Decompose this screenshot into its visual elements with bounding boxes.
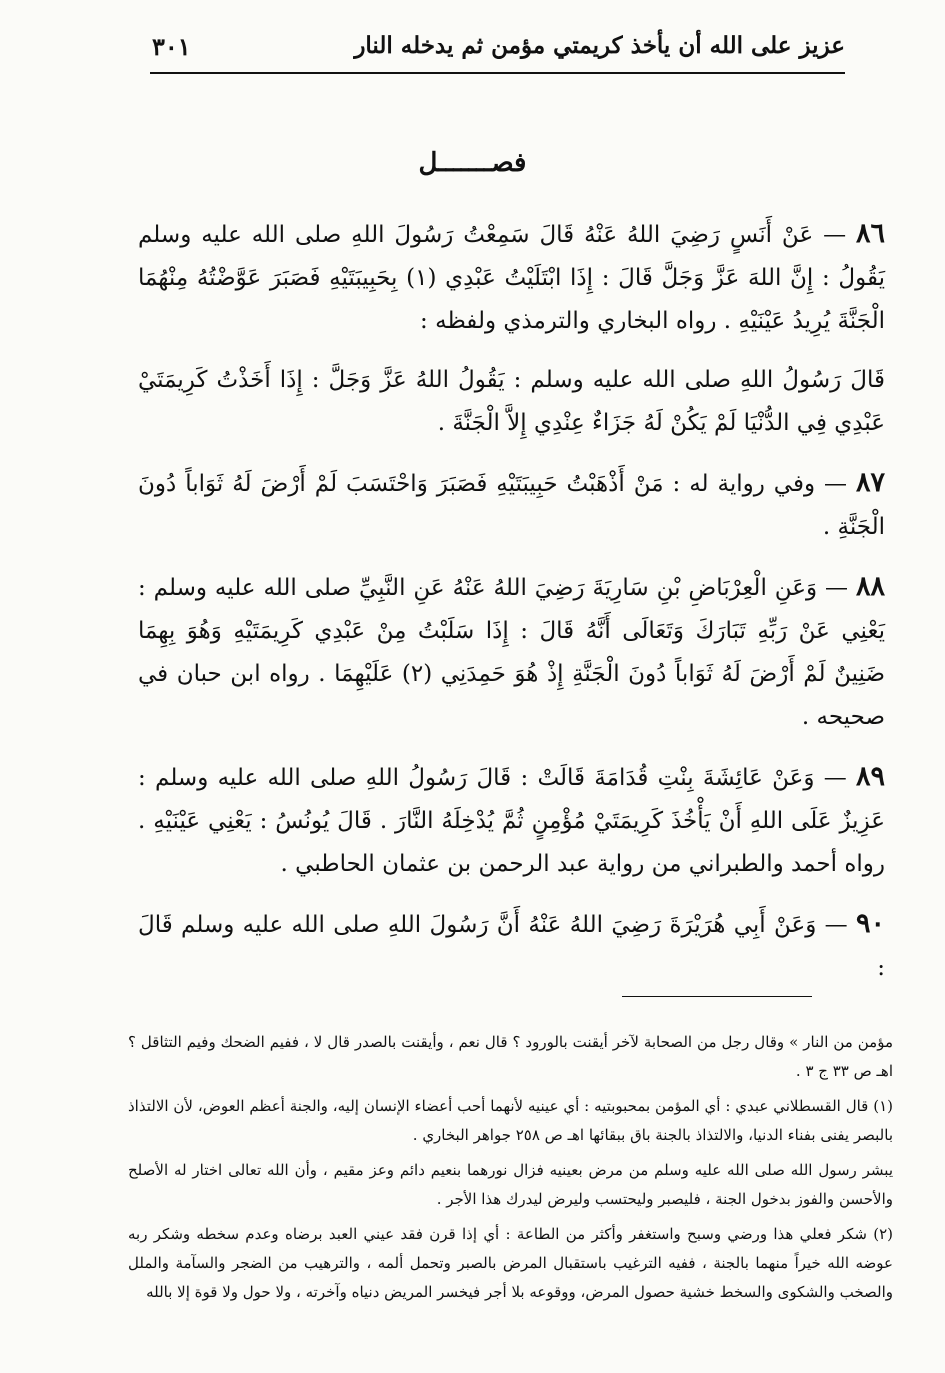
hadith-text: وَعَنْ أَبِي هُرَيْرَةَ رَضِيَ اللهُ عَنْهُ أَنَّ رَسُولَ اللهِ صلى الله عليه وسلم قَالَ : xyxy=(138,912,885,981)
footnote-2: (٢) شكر فعلي هذا ورضي وسبح واستغفر وأكثر من الطاعة : أي إذا قرن فقد عيني العبد برضاه وعدم سخطه وشكر ربه عوضه الله خيراً منهما بالجنة ، ففيه الترغيب باستقبال المرض بالصبر وتحمل ألمه ، والترهيب من الضجر والسآمة والملل والصخب والشكوى والسخط خشية حصول المرض، ووقوعه بلا أجر فيخسر المريض دنياه وآخرته ، ولا حول ولا قوة إلا بالله xyxy=(128,1225,893,1301)
hadith-text: عَنْ أَنَسٍ رَضِيَ اللهُ عَنْهُ قَالَ سَمِعْتُ رَسُولَ اللهِ صلى الله عليه وسلم يَقُولُ : إِنَّ اللهَ عَزَّ وَجَلَّ قَالَ : إِذَا ابْتَلَيْتُ عَبْدِي (١) بِحَبِيبَتَيْهِ فَصَبَرَ عَوَّضْتُهُ مِنْهُمَا الْجَنَّةَ يُرِيدُ عَيْنَيْهِ . رواه البخاري والترمذي ولفظه : xyxy=(138,222,885,334)
page-number: ٣٠١ xyxy=(152,32,191,61)
hadith-number: ٨٧ xyxy=(856,467,886,498)
hadith-number: ٨٩ xyxy=(855,761,885,792)
hadith-87: ٨٧ — وفي رواية له : مَنْ أَذْهَبْتُ حَبِيبَتَيْهِ فَصَبَرَ وَاحْتَسَبَ لَمْ أَرْضَ لَهُ ثَوَاباً دُونَ الْجَنَّةِ . xyxy=(138,467,886,540)
hadith-86: ٨٦ — عَنْ أَنَسٍ رَضِيَ اللهُ عَنْهُ قَالَ سَمِعْتُ رَسُولَ اللهِ صلى الله عليه وسلم يَقُولُ : إِنَّ اللهَ عَزَّ وَجَلَّ قَالَ : إِذَا ابْتَلَيْتُ عَبْدِي (١) بِحَبِيبَتَيْهِ فَصَبَرَ عَوَّضْتُهُ مِنْهُمَا الْجَنَّةَ يُرِيدُ عَيْنَيْهِ . رواه البخاري والترمذي ولفظه : xyxy=(138,218,885,334)
hadith-number: ٩٠ xyxy=(856,908,886,939)
hadith-number: ٨٨ xyxy=(856,571,886,602)
hadith-86-wording xyxy=(138,359,885,445)
hadith-body xyxy=(138,212,885,1006)
hadith-89: ٨٩ — وَعَنْ عَائِشَةَ بِنْتِ قُدَامَةَ قَالَتْ : قَالَ رَسُولُ اللهِ صلى الله عليه وسلم : عَزِيزٌ عَلَى اللهِ أَنْ يَأْخُذَ كَرِيمَتَيْ مُؤْمِنٍ ثُمَّ يُدْخِلَهُ النَّارَ . قَالَ يُونُسُ : يَعْنِي عَيْنَيْهِ . رواه أحمد والطبراني من رواية عبد الرحمن بن عثمان الحاطبي . xyxy=(138,761,885,877)
hadith-text: وفي رواية له : مَنْ أَذْهَبْتُ حَبِيبَتَيْهِ فَصَبَرَ وَاحْتَسَبَ لَمْ أَرْضَ لَهُ ثَوَاباً دُونَ الْجَنَّةِ . xyxy=(138,471,885,540)
hadith-88: ٨٨ — وَعَنِ الْعِرْبَاضِ بْنِ سَارِيَةَ رَضِيَ اللهُ عَنْهُ عَنِ النَّبِيِّ صلى الله عليه وسلم : يَعْنِي عَنْ رَبِّهِ تَبَارَكَ وَتَعَالَى أَنَّهُ قَالَ : إِذَا سَلَبْتُ مِنْ عَبْدِي كَرِيمَتَيْهِ وَهُوَ بِهِمَا ضَنِينٌ لَمْ أَرْضَ لَهُ ثَوَاباً دُونَ الْجَنَّةِ إِذْ هُوَ حَمِدَنِي (٢) عَلَيْهِمَا . رواه ابن حبان في صحيحه . xyxy=(138,571,886,730)
footnote-commentary: يبشر رسول الله صلى الله عليه وسلم من مرض بعينيه فزال نورهما بنعيم دائم وعز مقيم ، وأن الله تعالى اختار له الأصلح والأحسن والفوز بدخول الجنة ، فليصبر وليحتسب وليرض ليدرك هذا الأجر . xyxy=(128,1161,893,1208)
footnote-1: (١) قال القسطلاني عبدي : أي المؤمن بمحبوبتيه : أي عينيه لأنهما أحب أعضاء الإنسان إليه، والجنة أعظم العوض، لأن الالتذاذ بالبصر يفنى بفناء الدنيا، والالتذاذ بالجنة باق ببقائها اهـ ص ٢٥٨ جواهر البخاري . xyxy=(128,1097,893,1144)
hadith-text: قَالَ رَسُولُ اللهِ صلى الله عليه وسلم : يَقُولُ اللهُ عَزَّ وَجَلَّ : إِذَا أَخَذْتُ كَرِيمَتَيْ عَبْدِي فِي الدُّنْيَا لَمْ يَكُنْ لَهُ جَزَاءٌ عِنْدِي إِلاَّ الْجَنَّةَ . xyxy=(138,367,885,436)
footnote-continuation: مؤمن من النار » وقال رجل من الصحابة لآخر أيقنت بالورود ؟ قال نعم ، وأيقنت بالصدر قال لا ، ففيم الضحك وفيم التثاقل ؟ اهـ ص ٣٣ ج ٣ . xyxy=(128,1033,893,1080)
hadith-text: وَعَنِ الْعِرْبَاضِ بْنِ سَارِيَةَ رَضِيَ اللهُ عَنْهُ عَنِ النَّبِيِّ صلى الله عليه وسلم : يَعْنِي عَنْ رَبِّهِ تَبَارَكَ وَتَعَالَى أَنَّهُ قَالَ : إِذَا سَلَبْتُ مِنْ عَبْدِي كَرِيمَتَيْهِ وَهُوَ بِهِمَا ضَنِينٌ لَمْ أَرْضَ لَهُ ثَوَاباً دُونَ الْجَنَّةِ إِذْ هُوَ حَمِدَنِي (٢) عَلَيْهِمَا . رواه ابن حبان في صحيحه . xyxy=(138,575,886,730)
hadith-text: وَعَنْ عَائِشَةَ بِنْتِ قُدَامَةَ قَالَتْ : قَالَ رَسُولُ اللهِ صلى الله عليه وسلم : عَزِيزٌ عَلَى اللهِ أَنْ يَأْخُذَ كَرِيمَتَيْ مُؤْمِنٍ ثُمَّ يُدْخِلَهُ النَّارَ . قَالَ يُونُسُ : يَعْنِي عَيْنَيْهِ . رواه أحمد والطبراني من رواية عبد الرحمن بن عثمان الحاطبي . xyxy=(138,765,885,877)
footnotes xyxy=(128,1028,893,1313)
footnote-separator xyxy=(622,996,812,997)
section-heading: فصـــــــل xyxy=(418,148,527,178)
running-header xyxy=(150,28,845,74)
hadith-number: ٨٦ xyxy=(855,218,885,249)
hadith-90: ٩٠ — وَعَنْ أَبِي هُرَيْرَةَ رَضِيَ اللهُ عَنْهُ أَنَّ رَسُولَ اللهِ صلى الله عليه وسلم قَالَ : xyxy=(138,908,886,981)
header-title: عزيز على الله أن يأخذ كريمتي مؤمن ثم يدخله النار xyxy=(354,32,845,59)
